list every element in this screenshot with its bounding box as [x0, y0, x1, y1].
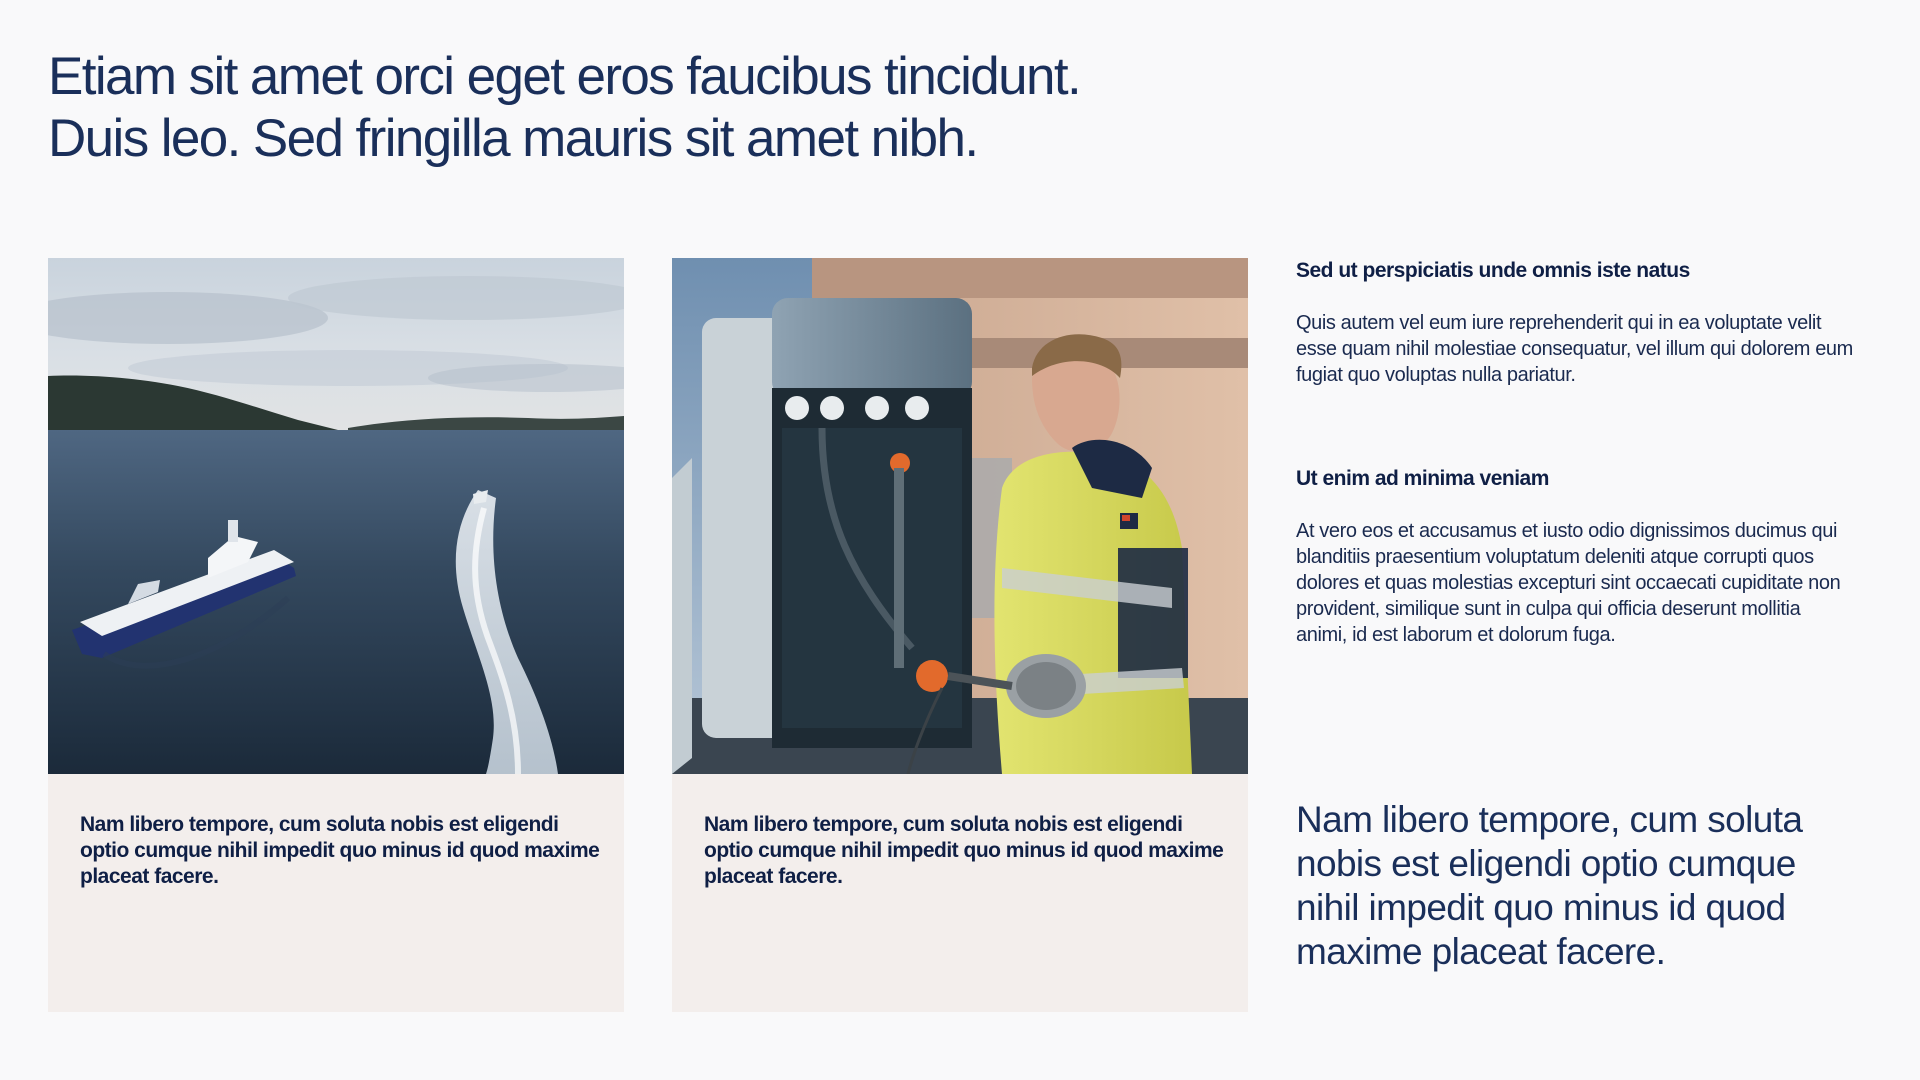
side-heading-1: Sed ut perspiciatis unde omnis iste natus	[1296, 259, 1690, 282]
side-paragraph-2: At vero eos et accusamus et iusto odio dignissimos ducimus qui blanditiis praesentium voluptatum deleniti atque corrupti quos dolores et quas molestias excepturi sint occaecati cupiditate non provident, similique sunt in culpa qui officia deserunt mollitia animi, id est laborum et dolorum fuga.	[1296, 520, 1841, 646]
ships-on-fjord-photo	[48, 258, 624, 774]
side-paragraph-1: Quis autem vel eum iure reprehenderit qui in ea voluptate velit esse quam nihil molestiae consequatur, vel illum qui dolorem eum fugiat quo voluptas nulla pariatur.	[1296, 312, 1853, 386]
card-worker	[672, 258, 1248, 1012]
pull-quote: Nam libero tempore, cum soluta nobis est eligendi optio cumque nihil impedit quo minus id quod maxime placeat facere.	[1296, 799, 1803, 972]
headline-line-2: Duis leo. Sed fringilla mauris sit amet nibh.	[48, 109, 978, 168]
worker-at-fuel-station-photo	[672, 258, 1248, 774]
headline-line-1: Etiam sit amet orci eget eros faucibus tincidunt.	[48, 47, 1081, 106]
page-headline	[48, 46, 1248, 170]
side-heading-2: Ut enim ad minima veniam	[1296, 467, 1549, 490]
card-ships	[48, 258, 624, 1012]
card-caption: Nam libero tempore, cum soluta nobis est eligendi optio cumque nihil impedit quo minus id quod maxime placeat facere.	[80, 813, 600, 888]
card-caption: Nam libero tempore, cum soluta nobis est eligendi optio cumque nihil impedit quo minus id quod maxime placeat facere.	[704, 813, 1224, 888]
